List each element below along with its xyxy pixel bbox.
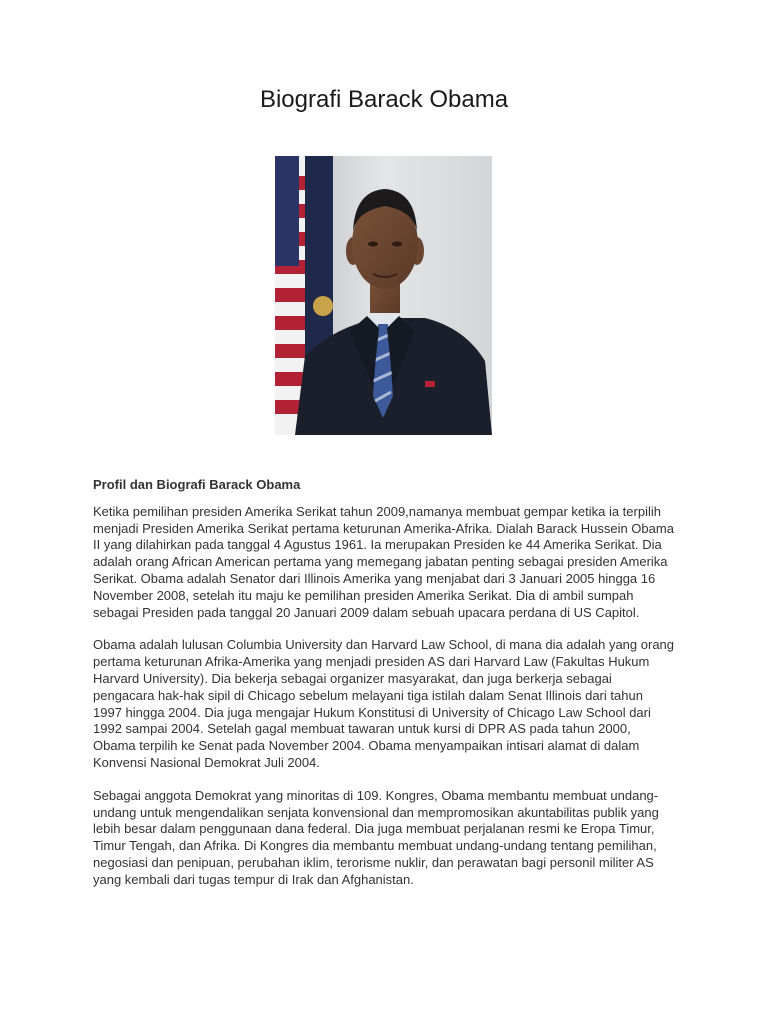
paragraph: Ketika pemilihan presiden Amerika Serikat tahun 2009,namanya membuat gempar ketika ia terpilih menjadi Presiden Amerika Serikat pertama keturunan Amerika-Afrika. Dialah Barack Hussein Obama II yang dilahirkan pada tanggal 4 Agustus 1961. Ia merupakan Presiden ke 44 Amerika Serikat. Dia adalah orang African American pertama yang memegang jabatan penting sebagai presiden Amerika Serikat. Obama adalah Senator dari Illinois Amerika yang menjabat dari 3 Januari 2005 hingga 16 November 2008, setelah itu maju ke pemilihan presiden Amerika Serikat. Dia di ambil sumpah sebagai Presiden pada tanggal 20 Januari 2009 dalam sebuah upacara perdana di US Capitol. <box>93 503 674 620</box>
section-heading: Profil dan Biografi Barack Obama <box>93 477 301 492</box>
document-title: Biografi Barack Obama <box>259 86 509 113</box>
paragraph: Sebagai anggota Demokrat yang minoritas di 109. Kongres, Obama membantu membuat undang-undang untuk mengendalikan senjata konvensional dan mempromosikan akuntabilitas publik yang lebih besar dalam penggunaan dana federal. Dia juga membuat perjalanan resmi ke Eropa Timur, Timur Tengah, dan Afrika. Di Kongres dia membantu membuat undang-undang tentang pemilihan, negosiasi dan penipuan, perubahan iklim, terorisme nuklir, dan perawatan bagi personil militer AS yang kembali dari tugas tempur di Irak dan Afghanistan. <box>93 787 659 887</box>
portrait-photo <box>275 156 492 435</box>
document-body <box>93 477 675 905</box>
paragraph: Obama adalah lulusan Columbia University dan Harvard Law School, di mana dia adalah yang orang pertama keturunan Afrika-Amerika yang menjadi presiden AS dari Harvard Law (Fakultas Hukum Harvard University). Dia bekerja sebagai organizer masyarakat, dan juga berkerja sebagai pengacara hak-hak sipil di Chicago sebelum melayani tiga istilah dalam Senat Illinois dari tahun 1997 hingga 2004. Dia juga mengajar Hukum Konstitusi di University of Chicago Law School dari 1992 sampai 2004. Setelah gagal membuat tawaran untuk kursi di DPR AS pada tahun 2000, Obama terpilih ke Senat pada November 2004. Obama menyampaikan intisari alamat di dalam Konvensi Nasional Demokrat Juli 2004. <box>93 637 675 770</box>
